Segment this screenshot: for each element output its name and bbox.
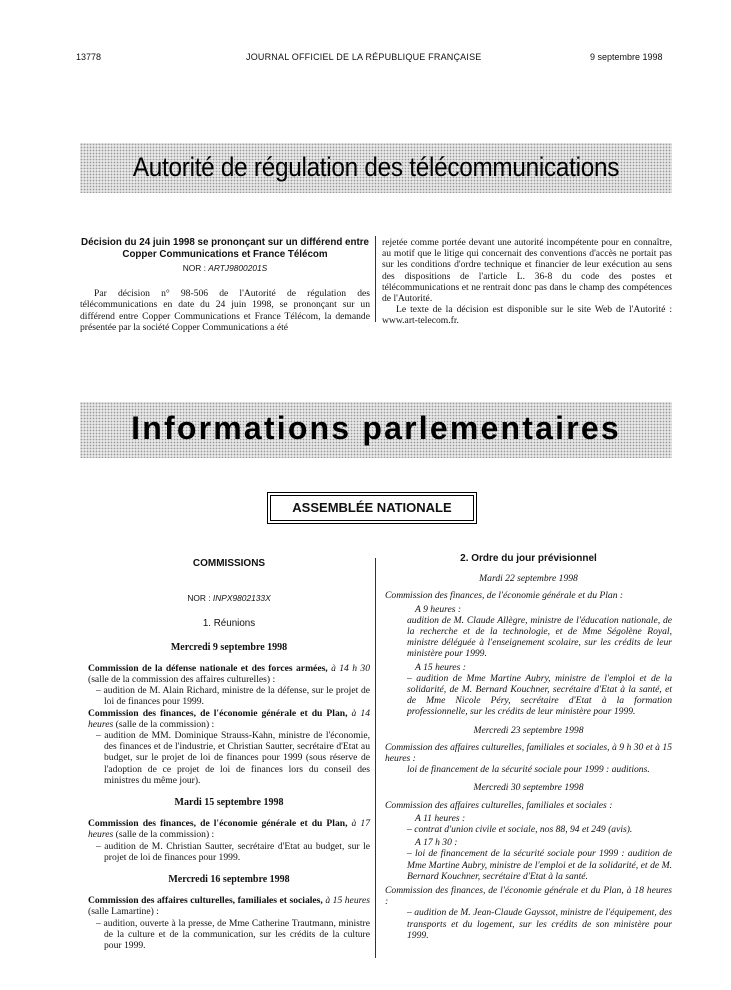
- commission-name: Commission des finances, de l'économie générale et du Plan,: [88, 818, 348, 830]
- commission-entry: Commission des finances, de l'économie générale et du Plan, à 18 heures :: [385, 885, 672, 908]
- commission-name: Commission des finances, de l'économie générale et du Plan,: [88, 707, 348, 719]
- day-heading: Mercredi 16 septembre 1998: [168, 874, 290, 886]
- commissions-column: [88, 558, 370, 951]
- time-slot: A 9 heures :: [415, 603, 462, 615]
- commission-place: (salle Lamartine) :: [88, 906, 159, 918]
- nor-label: NOR :: [182, 263, 206, 273]
- decision-title: Décision du 24 juin 1998 se prononçant sur un différend entre Copper Communications et France Télécom: [81, 237, 369, 260]
- journal-title: JOURNAL OFFICIEL DE LA RÉPUBLIQUE FRANÇAISE: [246, 52, 482, 62]
- day-heading: Mercredi 9 septembre 1998: [170, 641, 288, 653]
- commission-entry: [88, 895, 370, 917]
- commission-entry: Commission des affaires culturelles, familiales et sociales :: [385, 799, 613, 811]
- commission-time: à 14 h 30: [331, 662, 370, 674]
- commission-name: Commission des affaires culturelles, familiales et sociales,: [88, 895, 323, 907]
- commission-entry: [88, 663, 370, 685]
- agenda-item: – audition de MM. Dominique Strauss-Kahn, ministre de l'économie, des finances et de l'industrie, et Christian Sautter, secrétaire d'Etat au budget, sur le projet de loi de finances pour 1999 (sous réserve de l'adoption de ce projet de loi de finances lors du conseil des ministres du même jour).: [96, 730, 370, 786]
- agenda-item: – audition de M. Alain Richard, ministre de la défense, sur le projet de loi de finances pour 1999.: [96, 685, 370, 708]
- commission-time: à 17 heures: [88, 818, 370, 841]
- nor-code: INPX9802133X: [212, 593, 271, 604]
- commission-entry: Commission des affaires culturelles, familiales et sociales, à 9 h 30 et à 15 heures :: [385, 741, 672, 765]
- nor-code: ARTJ9800201S: [208, 263, 268, 273]
- commissions-nor: [88, 593, 370, 604]
- commissions-heading: COMMISSIONS: [192, 558, 266, 569]
- agenda-item: – loi de financement de la sécurité sociale pour 1999 : audition de Mme Martine Aubry, ministre de l'emploi et de la solidarité, et de M. Bernard Kouchner, secrétaire d'Etat à la santé.: [407, 848, 672, 882]
- assemblee-nationale-box: ASSEMBLÉE NATIONALE: [270, 495, 474, 521]
- agenda-item: – audition de M. Jean-Claude Gayssot, ministre de l'équipement, des transports et du logement, sur les crédits de son ministère pour 1999.: [407, 907, 672, 941]
- agenda-item: – audition de M. Christian Sautter, secrétaire d'Etat au budget, sur le projet de loi de finances pour 1999.: [96, 840, 370, 863]
- agenda-item: audition de M. Claude Allègre, ministre de l'éducation nationale, de la recherche et de la technologie, et de Mme Ségolène Royal, ministre déléguée à l'enseignement scolaire, sur les crédits de leur ministère pour 1999.: [407, 614, 672, 660]
- page-number: 13778: [76, 52, 102, 62]
- agenda-column: [385, 553, 672, 941]
- commission-time: à 15 heures: [325, 895, 370, 907]
- commission-name: Commission de la défense nationale et des forces armées,: [88, 662, 328, 674]
- decision-paragraph-2: rejetée comme portée devant une autorité incompétente pour en connaître, au motif que le litige qui concernait des conventions d'accès ne portait pas sur les conditions d'ordre technique et financier de leur exécution au sens des dispositions de l'article L. 36-8 du code des postes et télécommunications et ne rentrait donc pas dans le champ des compétences de l'Autorité.: [382, 237, 672, 305]
- decision-right-column: [382, 237, 672, 327]
- agenda-item: – audition de Mme Martine Aubry, ministre de l'emploi et de la solidarité, de M. Bernard Kouchner, secrétaire d'Etat à la santé, et de Mme Nicole Péry, secrétaire d'Etat à la formation professionnelle, sur les crédits de leur ministère pour 1999.: [407, 672, 672, 718]
- commission-entry: [88, 818, 370, 840]
- day-heading: Mercredi 23 septembre 1998: [473, 724, 584, 736]
- column-divider-top: [375, 236, 376, 322]
- agenda-item: – contrat d'union civile et sociale, nos 88, 94 et 249 (avis).: [407, 824, 633, 836]
- time-slot: A 11 heures :: [415, 812, 466, 824]
- commission-entry: [88, 708, 370, 730]
- section-title-art: Autorité de régulation des télécommunications: [132, 152, 620, 182]
- decision-nor: [80, 263, 370, 274]
- commission-place: (salle de la commission) :: [115, 829, 215, 841]
- agenda-heading: 2. Ordre du jour prévisionnel: [460, 553, 597, 564]
- commission-time: à 14 heures: [88, 707, 370, 730]
- day-heading: Mardi 15 septembre 1998: [174, 797, 284, 809]
- section-banner-parliament: [80, 402, 672, 458]
- decision-left-column: [80, 237, 370, 333]
- reunions-heading: 1. Réunions: [202, 618, 256, 630]
- section-title-parliament: Informations parlementaires: [131, 410, 621, 446]
- commission-place: (salle de la commission des affaires culturelles) :: [88, 674, 276, 686]
- day-heading: Mardi 22 septembre 1998: [479, 573, 578, 585]
- decision-paragraph-1: Par décision n° 98-506 de l'Autorité de régulation des télécommunications en date du 24 juin 1998, se prononçant sur un différend entre Copper Communications et France Télécom, la demande présentée par la société Copper Communications a été: [80, 288, 370, 333]
- commission-place: (salle de la commission) :: [115, 718, 215, 730]
- nor-label: NOR :: [187, 593, 211, 604]
- column-divider-bottom: [375, 558, 376, 958]
- agenda-item: loi de financement de la sécurité sociale pour 1999 : auditions.: [407, 764, 650, 776]
- agenda-item: – audition, ouverte à la presse, de Mme Catherine Trautmann, ministre de la culture et de la communication, sur les crédits de la culture pour 1999.: [96, 917, 370, 952]
- section-banner-art: [80, 143, 672, 193]
- commission-entry: Commission des finances, de l'économie générale et du Plan :: [385, 590, 624, 602]
- time-slot: A 17 h 30 :: [415, 837, 458, 849]
- time-slot: A 15 heures :: [415, 661, 466, 673]
- day-heading: Mercredi 30 septembre 1998: [473, 782, 584, 794]
- issue-date: 9 septembre 1998: [590, 52, 663, 62]
- decision-paragraph-3: Le texte de la décision est disponible sur le site Web de l'Autorité : www.art-telecom.fr.: [382, 304, 672, 327]
